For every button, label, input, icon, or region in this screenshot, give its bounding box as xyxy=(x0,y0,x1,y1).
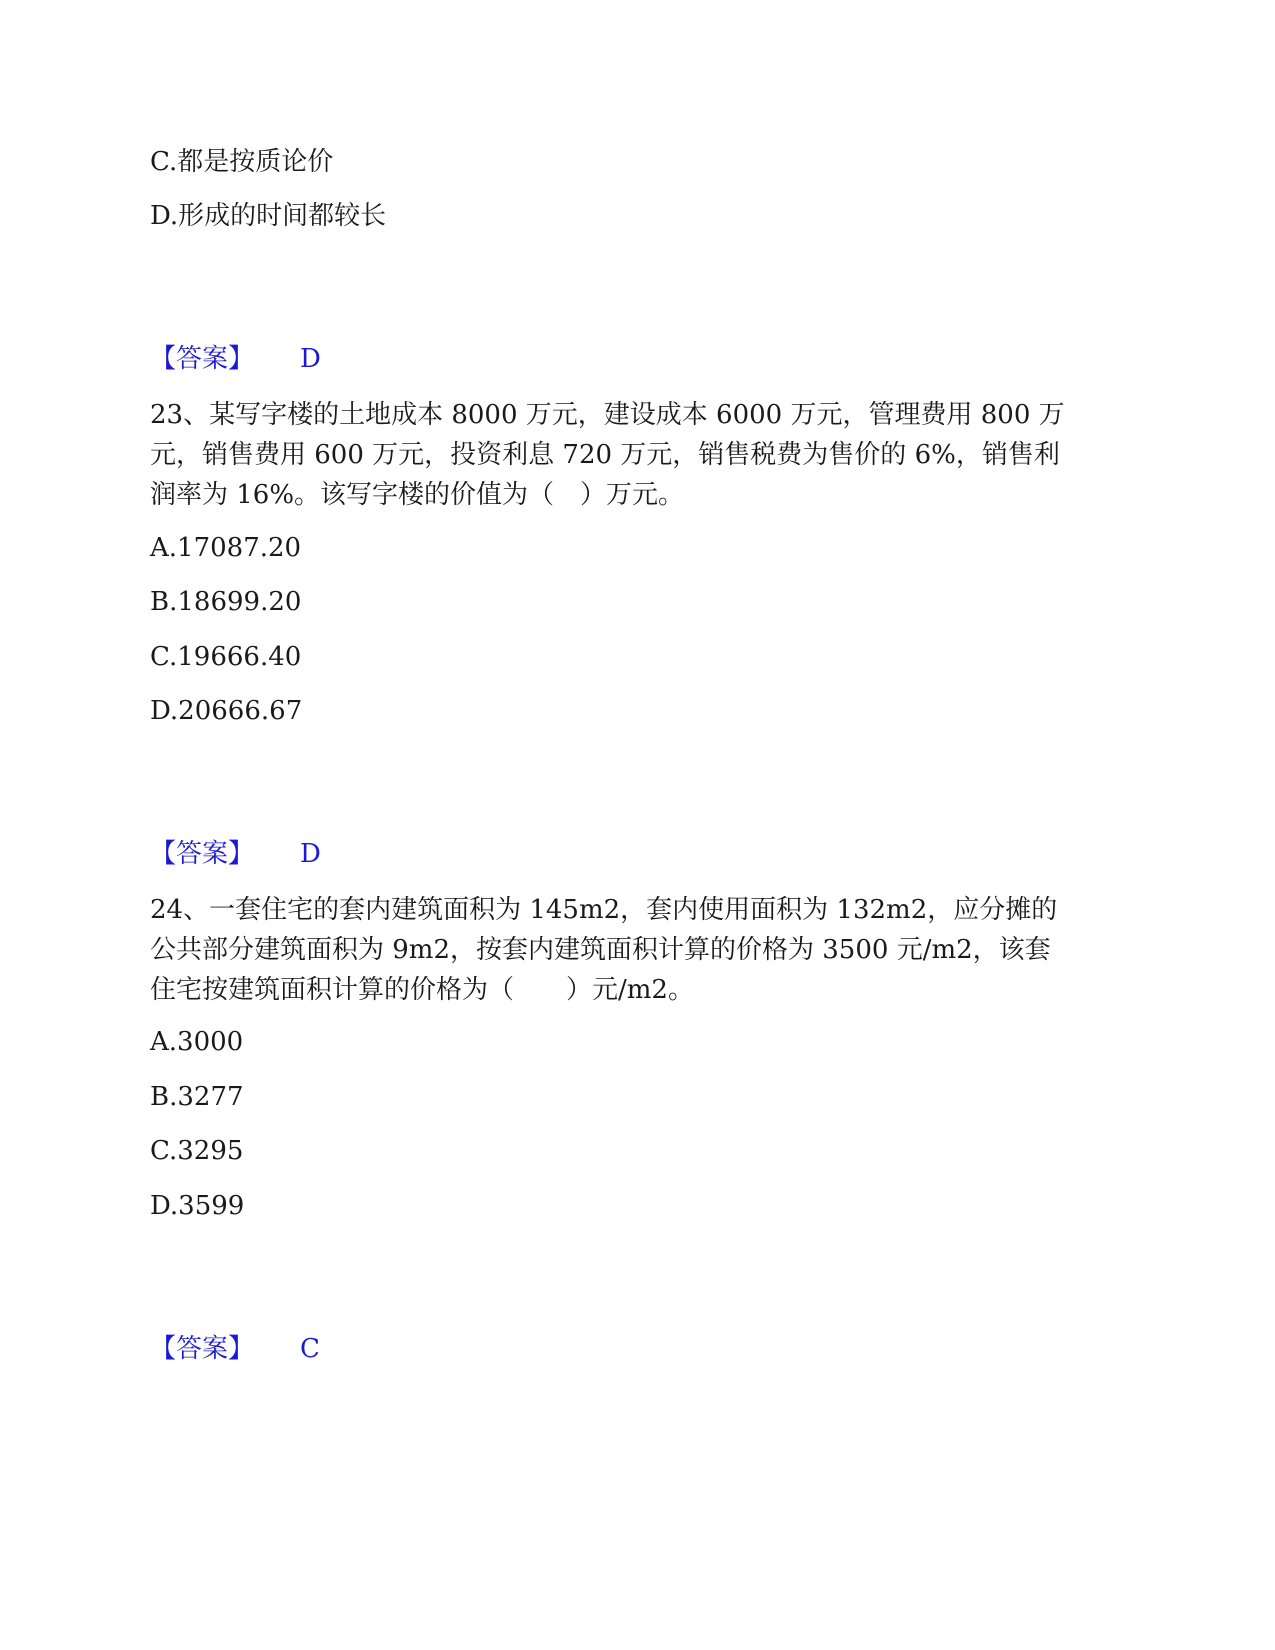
question-24-stem xyxy=(150,890,1130,1010)
prev-option-d: D.形成的时间都较长 xyxy=(150,201,387,231)
question-23-stem xyxy=(150,395,1130,515)
q24-option-d: D.3599 xyxy=(150,1191,245,1221)
answer-value: D xyxy=(300,839,321,869)
prev-option-c: C.都是按质论价 xyxy=(150,147,334,177)
answer-label: 【答案】 xyxy=(150,1334,255,1364)
stem-line: 23、某写字楼的土地成本 8000 万元，建设成本 6000 万元，管理费用 800 万 xyxy=(150,400,1065,430)
stem-line: 公共部分建筑面积为 9m2，按套内建筑面积计算的价格为 3500 元/m2，该套 xyxy=(150,935,1051,965)
q24-option-b: B.3277 xyxy=(150,1082,244,1112)
prev-answer xyxy=(150,343,321,375)
q24-option-a: A.3000 xyxy=(150,1027,244,1057)
stem-line: 元，销售费用 600 万元，投资利息 720 万元，销售税费为售价的 6%，销售利 xyxy=(150,440,1060,470)
answer-value: C xyxy=(300,1334,320,1364)
q24-answer xyxy=(150,1333,320,1365)
answer-value: D xyxy=(300,344,321,374)
q23-answer xyxy=(150,838,321,870)
q24-option-c: C.3295 xyxy=(150,1136,244,1166)
q23-option-c: C.19666.40 xyxy=(150,642,302,672)
q23-option-a: A.17087.20 xyxy=(150,533,302,563)
answer-label: 【答案】 xyxy=(150,344,255,374)
q23-option-d: D.20666.67 xyxy=(150,696,303,726)
q23-option-b: B.18699.20 xyxy=(150,587,302,617)
stem-line: 润率为 16%。该写字楼的价值为（ ）万元。 xyxy=(150,480,685,510)
stem-line: 24、一套住宅的套内建筑面积为 145m2，套内使用面积为 132m2，应分摊的 xyxy=(150,895,1058,925)
stem-line: 住宅按建筑面积计算的价格为（ ）元/m2。 xyxy=(150,975,694,1005)
answer-label: 【答案】 xyxy=(150,839,255,869)
